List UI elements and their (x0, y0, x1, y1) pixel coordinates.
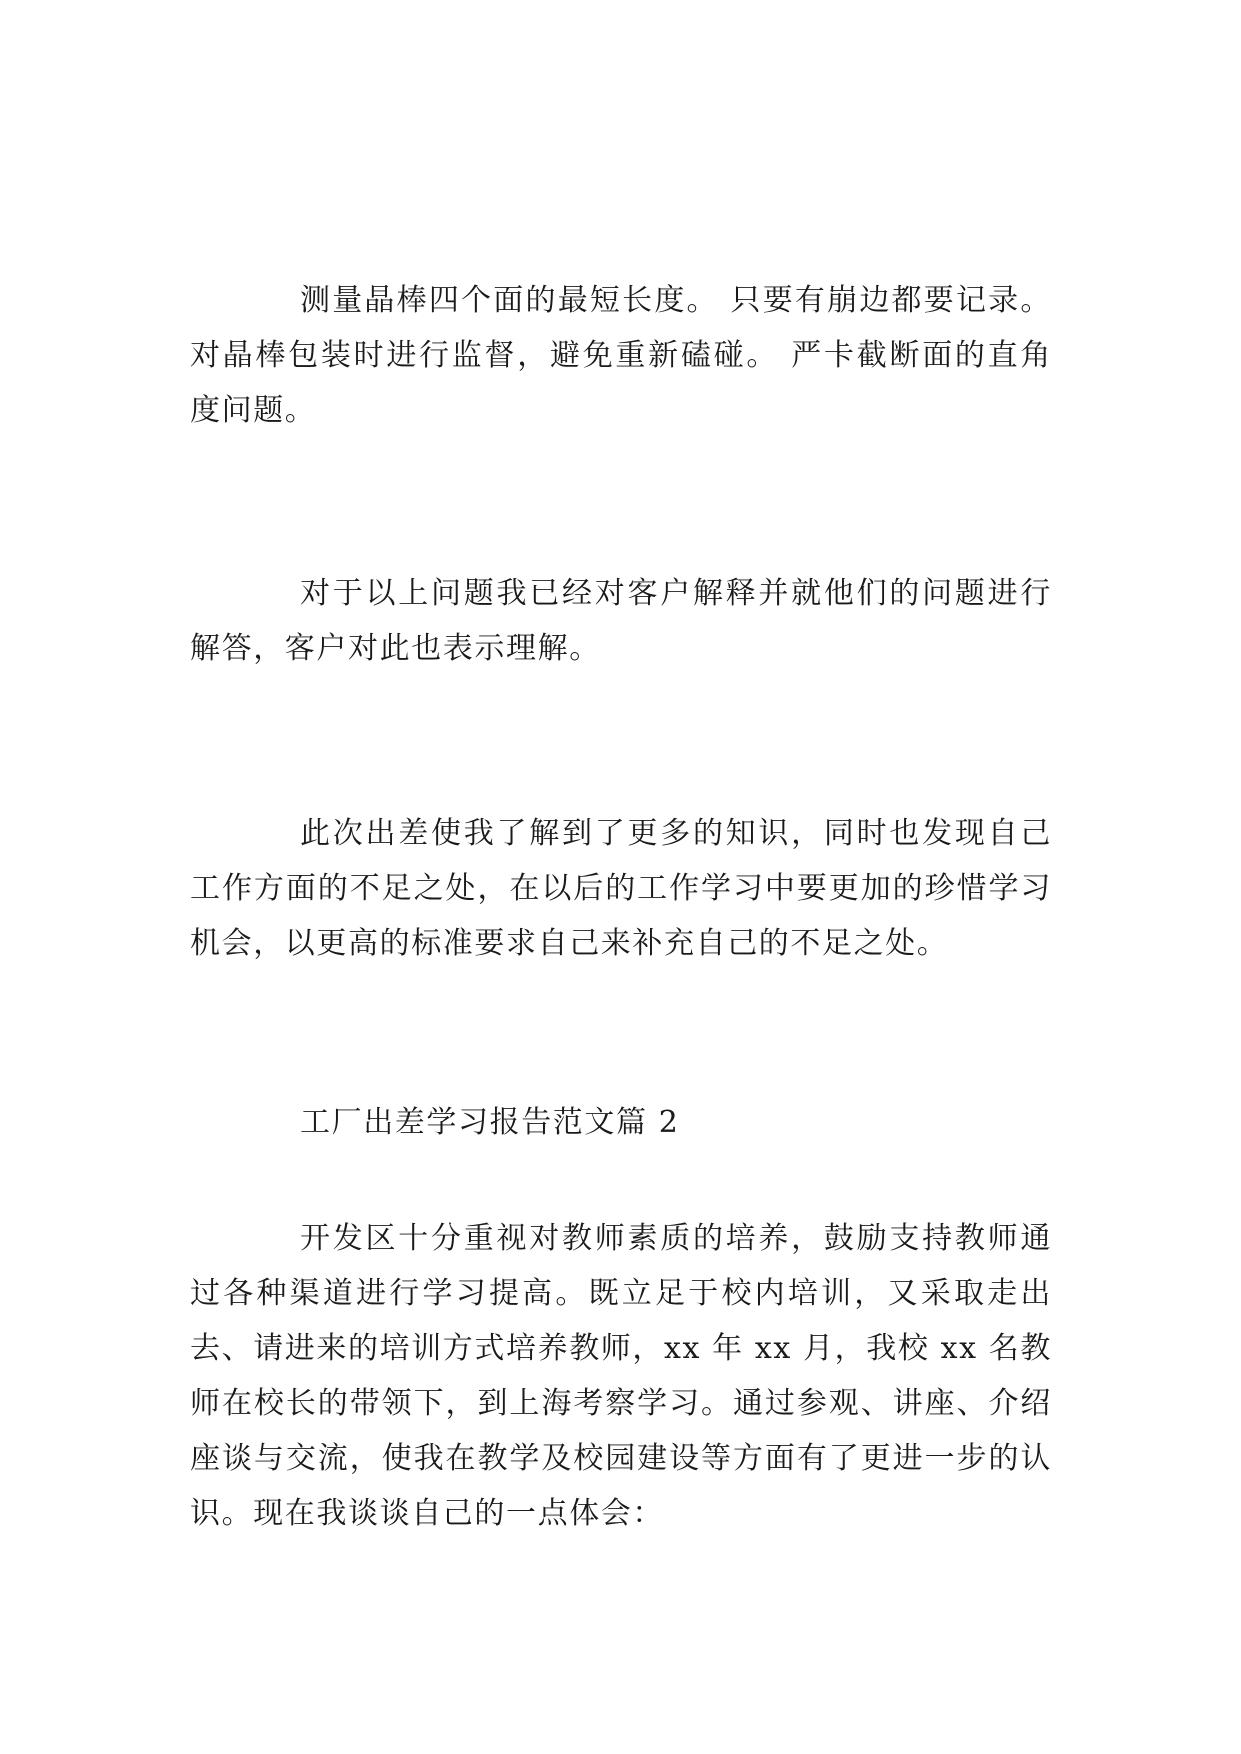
paragraph-inspection-steps: 测量晶棒四个面的最短长度。 只要有崩边都要记录。对晶棒包装时进行监督，避免重新磕碰。 严卡截断面的直角度问题。 (190, 283, 1052, 428)
paragraph-trip-reflection: 此次出差使我了解到了更多的知识，同时也发现自己工作方面的不足之处，在以后的工作学习中要更加的珍惜学习机会，以更高的标准要求自己来补充自己的不足之处。 (190, 816, 1052, 961)
paragraph-teacher-training: 开发区十分重视对教师素质的培养，鼓励支持教师通过各种渠道进行学习提高。既立足于校内培训，又采取走出去、请进来的培训方式培养教师，xx 年 xx 月，我校 xx 名教师在校长的带领下，到上海考察学习。通过参观、讲座、介绍座谈与交流，使我在教学及校园建设等方面有了更进一步的认识。现在我谈谈自己的一点体会： (190, 1221, 1052, 1531)
paragraph-customer-explanation: 对于以上问题我已经对客户解释并就他们的问题进行解答，客户对此也表示理解。 (190, 576, 1052, 666)
section-heading: 工厂出差学习报告范文篇 2 (300, 1105, 680, 1140)
